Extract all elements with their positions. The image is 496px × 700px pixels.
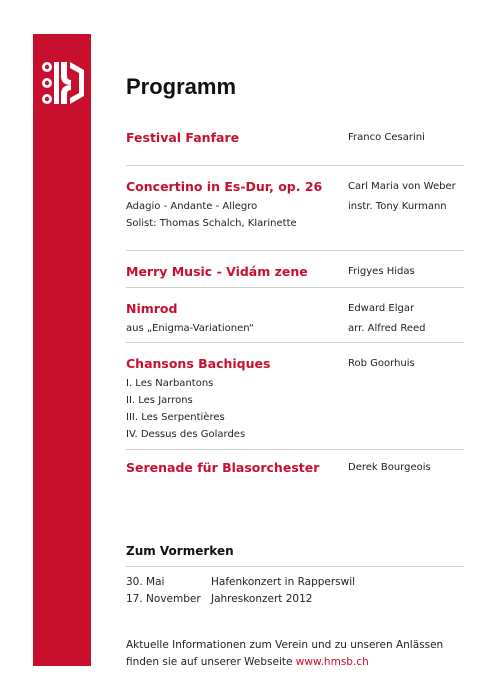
movement: I. Les Narbantons — [126, 378, 214, 389]
hmsb-logo-icon — [40, 60, 86, 106]
arranger: instr. Tony Kurmann — [348, 201, 447, 212]
event-description: Hafenkonzert in Rapperswil — [211, 576, 356, 588]
page-title: Programm — [126, 74, 237, 99]
piece-title: Concertino in Es-Dur, op. 26 — [126, 179, 323, 194]
info-line-text: finden sie auf unserer Webseite — [126, 656, 296, 668]
piece-title: Nimrod — [126, 301, 178, 316]
movement: IV. Dessus des Golardes — [126, 429, 246, 440]
arranger: arr. Alfred Reed — [348, 323, 426, 334]
info-line — [126, 654, 466, 671]
composer: Carl Maria von Weber — [348, 181, 456, 192]
movement: II. Les Jarrons — [126, 395, 193, 406]
info-line: Aktuelle Informationen zum Verein und zu unseren Anlässen — [126, 639, 444, 651]
piece-title: Festival Fanfare — [126, 130, 240, 145]
event-date: 30. Mai — [126, 576, 165, 588]
red-sidebar-band — [33, 34, 91, 666]
piece-title: Merry Music - Vidám zene — [126, 264, 308, 279]
event-description: Jahreskonzert 2012 — [211, 593, 313, 605]
composer: Edward Elgar — [348, 303, 415, 314]
program-item — [126, 343, 464, 450]
movement: III. Les Serpentières — [126, 412, 225, 423]
program-item — [126, 166, 464, 251]
piece-detail: aus „Enigma-Variationen“ — [126, 323, 255, 334]
program-item — [126, 130, 464, 166]
composer: Derek Bourgeois — [348, 462, 431, 473]
piece-title: Chansons Bachiques — [126, 356, 271, 371]
piece-detail: Adagio - Andante - Allegro — [126, 201, 258, 212]
composer: Frigyes Hidas — [348, 266, 415, 277]
info-text — [126, 637, 466, 671]
event-date: 17. November — [126, 593, 201, 605]
program-item — [126, 288, 464, 343]
website-link[interactable]: www.hmsb.ch — [295, 656, 369, 668]
piece-title: Serenade für Blasorchester — [126, 460, 320, 475]
program-list — [126, 130, 464, 483]
vormerken-heading: Zum Vormerken — [126, 544, 234, 558]
program-item — [126, 251, 464, 288]
piece-detail: Solist: Thomas Schalch, Klarinette — [126, 218, 297, 229]
composer: Rob Goorhuis — [348, 358, 415, 369]
divider — [126, 566, 464, 567]
program-item — [126, 450, 464, 483]
composer: Franco Cesarini — [348, 132, 425, 143]
